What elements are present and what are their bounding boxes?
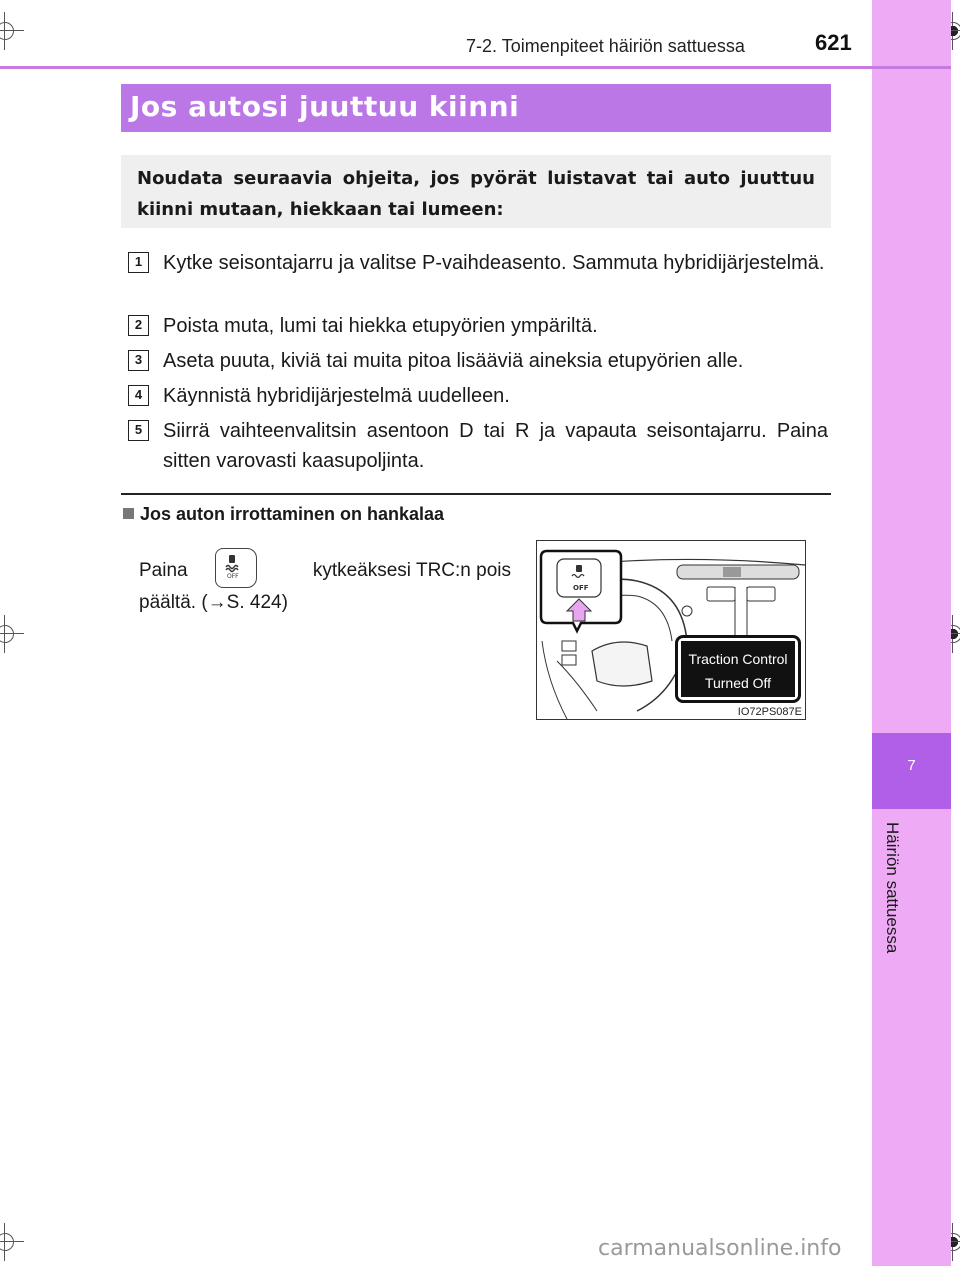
intro-text: Noudata seuraavia ohjeita, jos pyörät luistavat tai auto juuttuu kiinni mutaan, hiekkaan tai lumeen: [137,168,815,220]
page-title: Jos autosi juuttuu kiinni [130,90,520,123]
callout-line-1: Traction Control [688,651,788,667]
step-number: 1 [128,252,149,273]
subsection-heading-text: Jos auton irrottaminen on hankalaa [140,504,445,524]
footer-watermark[interactable]: carmanualsonline.info [598,1236,842,1261]
figure-off-label: OFF [573,584,589,592]
tip-line-1 [139,556,511,586]
chapter-side-tab [872,0,951,1266]
tip-line-2: päältä. (→S. 424) [139,592,288,613]
traction-control-display [681,641,795,697]
square-bullet-icon [123,508,134,519]
subsection-heading [123,504,444,525]
step-5 [128,416,828,476]
chapter-title: Häiriön sattuessa [883,822,902,954]
dashboard-illustration [536,540,806,720]
registration-mark-top-left [0,18,18,44]
step-number: 4 [128,385,149,406]
step-text: Siirrä vaihteenvalitsin asentoon D tai R ja vapauta seisontajarru. Paina sitten varovasti kaasupoljinta. [163,420,828,472]
step-text: Kytke seisontajarru ja valitse P-vaihdeasento. Sammuta hybridijärjestelmä. [163,252,825,274]
trc-off-button-label: OFF [227,573,239,580]
title-bar [121,84,831,132]
callout-line-2: Turned Off [704,675,772,691]
intro-box [121,155,831,228]
traction-control-message [675,635,801,703]
section-divider [121,493,831,495]
registration-mark-mid-left [0,621,18,647]
registration-mark-bottom-left [0,1229,18,1255]
page-number: 621 [815,30,852,55]
step-3 [128,346,828,376]
step-1 [128,248,828,278]
step-text: Käynnistä hybridijärjestelmä uudelleen. [163,385,510,407]
step-text: Poista muta, lumi tai hiekka etupyörien ympäriltä. [163,315,598,337]
step-4 [128,381,828,411]
step-text: Aseta puuta, kiviä tai muita pitoa lisääviä aineksia etupyörien alle. [163,350,744,372]
step-number: 5 [128,420,149,441]
tip-text-before: Paina [139,560,188,581]
trc-off-button-icon [215,548,257,588]
step-2 [128,311,828,341]
chapter-number: 7 [872,733,951,809]
step-number: 3 [128,350,149,371]
figure-label: IO72PS087E [737,706,802,718]
tip-text-after: kytkeäksesi TRC:n pois [312,560,511,581]
header-rule [0,66,951,69]
step-number: 2 [128,315,149,336]
section-heading: 7-2. Toimenpiteet häiriön sattuessa [466,36,745,56]
